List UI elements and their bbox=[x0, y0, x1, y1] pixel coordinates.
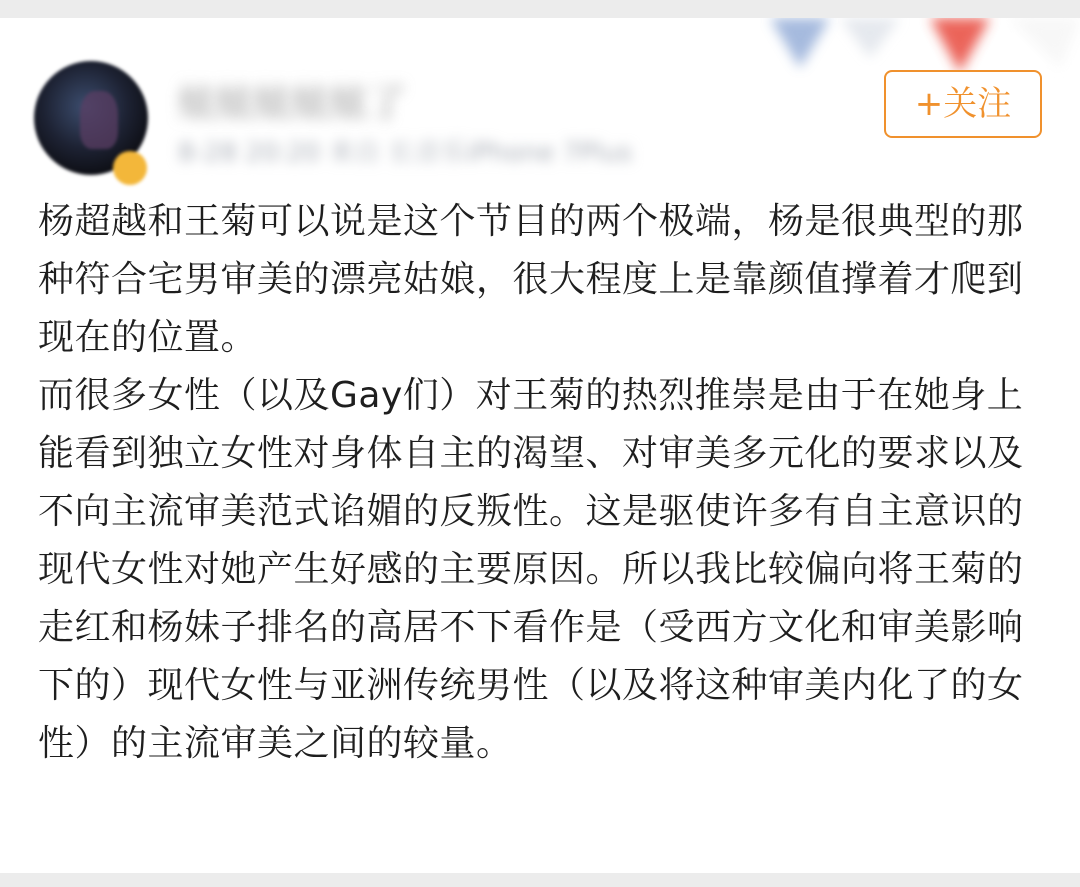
follow-button[interactable]: +关注 bbox=[884, 70, 1042, 138]
post-paragraph: 而很多女性（以及Gay们）对王菊的热烈推崇是由于在她身上能看到独立女性对身体自主的渴望、对审美多元化的要求以及不向主流审美范式谄媚的反叛性。这是驱使许多有自主意识的现代女性对她产生好感的主要原因。所以我比较偏向将王菊的走红和杨妹子排名的高居不下看作是（受西方文化和审美影响下的）现代女性与亚洲传统男性（以及将这种审美内化了的女性）的主流审美之间的较量。 bbox=[38, 375, 1024, 764]
post-paragraph: 杨超越和王菊可以说是这个节目的两个极端，杨是很典型的那种符合宅男审美的漂亮姑娘，很大程度上是靠颜值撑着才爬到现在的位置。 bbox=[38, 201, 1024, 358]
avatar-image bbox=[80, 91, 118, 149]
username[interactable]: 炫炫炫炫炫了 bbox=[178, 81, 407, 125]
verified-badge-icon bbox=[113, 151, 147, 185]
post-body bbox=[38, 193, 1048, 773]
weibo-post-card bbox=[0, 18, 1080, 873]
post-meta: 8-28 20:20 来自 长音乐iPhone 7Plus bbox=[178, 138, 633, 168]
